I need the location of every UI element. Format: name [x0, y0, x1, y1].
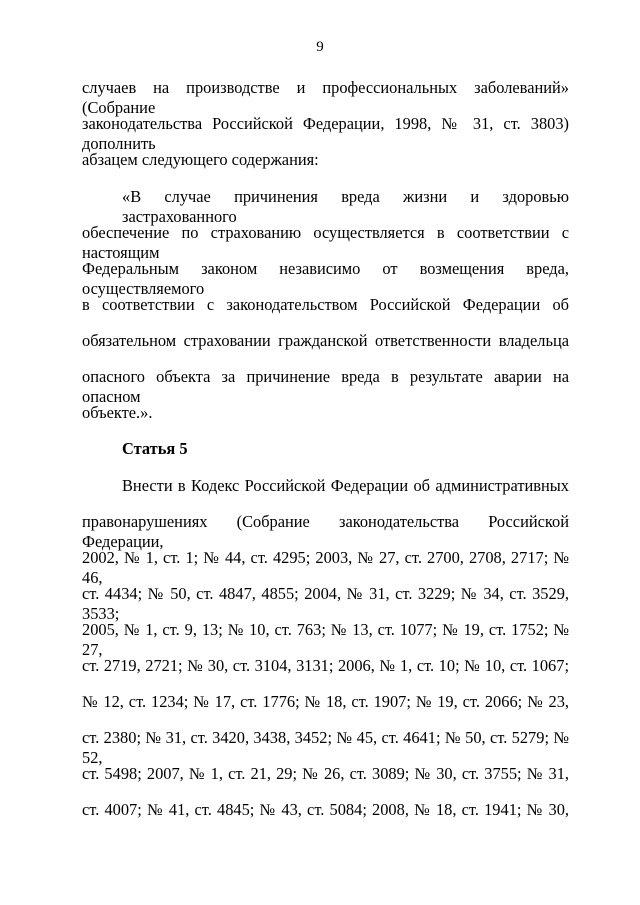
text-line: ст. 2719, 2721; № 30, ст. 3104, 3131; 2006, № 1, ст. 10; № 10, ст. 1067; — [82, 656, 569, 675]
text-line: абзацем следующего содержания: — [82, 150, 319, 169]
text-line: ст. 4434; № 50, ст. 4847, 4855; 2004, № 31, ст. 3229; № 34, ст. 3529, 3533; — [82, 584, 569, 623]
text-line: ст. 5498; 2007, № 1, ст. 21, 29; № 26, ст. 3089; № 30, ст. 3755; № 31, — [82, 764, 569, 783]
text-line: в соответствии с законодательством Российской Федерации об — [82, 295, 569, 314]
text-line: законодательства Российской Федерации, 1998, № 31, ст. 3803) дополнить — [82, 114, 569, 153]
text-line: ст. 2380; № 31, ст. 3420, 3438, 3452; № 45, ст. 4641; № 50, ст. 5279; № 52, — [82, 728, 569, 767]
article-heading: Статья 5 — [122, 439, 188, 458]
text-line: «В случае причинения вреда жизни и здоровью застрахованного — [122, 187, 569, 226]
text-line: объекте.». — [82, 403, 153, 422]
page-number: 9 — [316, 39, 324, 55]
text-line: ст. 4007; № 41, ст. 4845; № 43, ст. 5084; 2008, № 18, ст. 1941; № 30, — [82, 800, 569, 819]
text-line: обязательном страховании гражданской ответственности владельца — [82, 331, 569, 350]
text-line: случаев на производстве и профессиональных заболеваний» (Собрание — [82, 78, 569, 117]
text-line: Внести в Кодекс Российской Федерации об административных — [122, 476, 569, 495]
text-line: правонарушениях (Собрание законодательства Российской Федерации, — [82, 512, 569, 551]
text-line: Федеральным законом независимо от возмещения вреда, осуществляемого — [82, 259, 569, 298]
text-line: 2005, № 1, ст. 9, 13; № 10, ст. 763; № 13, ст. 1077; № 19, ст. 1752; № 27, — [82, 620, 569, 659]
text-line: обеспечение по страхованию осуществляется в соответствии с настоящим — [82, 223, 569, 262]
text-line: опасного объекта за причинение вреда в результате аварии на опасном — [82, 367, 569, 406]
text-line: № 12, ст. 1234; № 17, ст. 1776; № 18, ст. 1907; № 19, ст. 2066; № 23, — [82, 692, 569, 711]
text-line: 2002, № 1, ст. 1; № 44, ст. 4295; 2003, № 27, ст. 2700, 2708, 2717; № 46, — [82, 548, 569, 587]
